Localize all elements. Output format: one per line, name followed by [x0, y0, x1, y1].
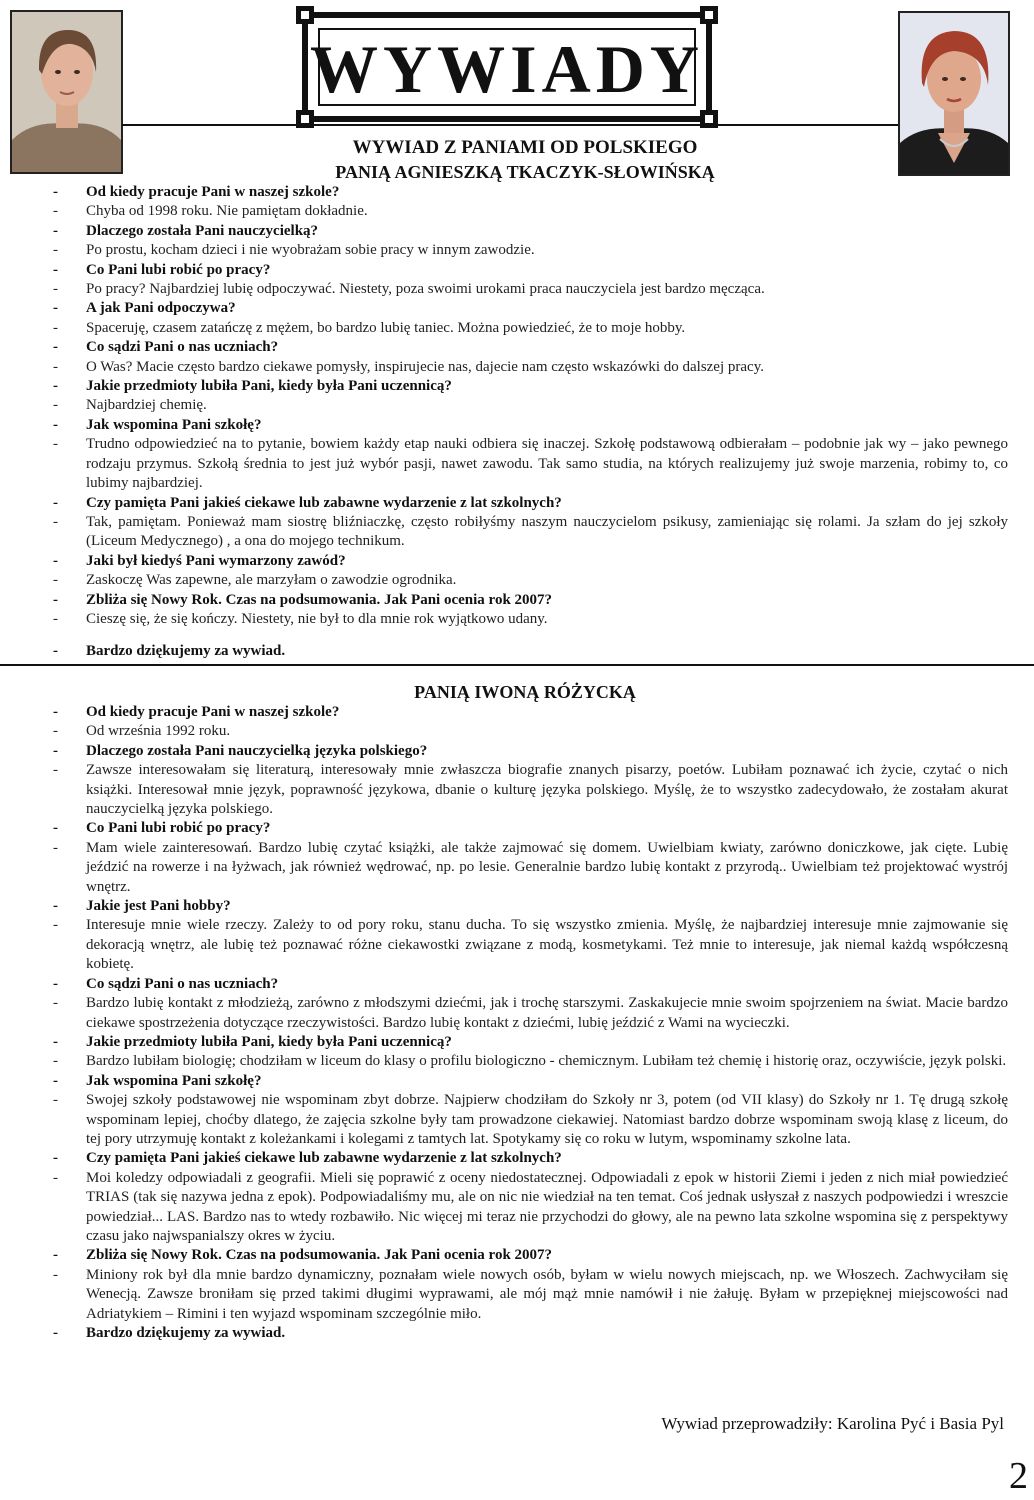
section-divider	[0, 664, 1034, 666]
answer-text: Trudno odpowiedzieć na to pytanie, bowiem każdy etap nauki odbiera się inaczej. Szkołę podstawową odbierałam – podobnie jak wy – jako pewnego rodzaju przymus. Szkołą średnia to jest już wybór pasji, nawet zawodu. Tak samo studia, na których realizujemy już swoje marzenia, robimy to, co lubimy najbardziej.	[86, 436, 1008, 492]
section1-interview-list	[48, 183, 1008, 629]
interview-answer	[48, 610, 1008, 629]
interview-answer	[48, 280, 1008, 299]
interview-question	[48, 338, 1008, 357]
interview-question	[48, 1149, 1008, 1168]
title-banner	[302, 12, 712, 122]
section1-heading-sub: PANIĄ AGNIESZKĄ TKACZYK-SŁOWIŃSKĄ	[335, 162, 715, 182]
answer-text: Po prostu, kocham dzieci i nie wyobrażam sobie pracy w innym zawodzie.	[86, 242, 535, 259]
question-text: Jakie jest Pani hobby?	[86, 898, 231, 915]
answer-text: Mam wiele zainteresowań. Bardzo lubię czytać książki, ale także zajmować się domem. Uwielbiam kwiaty, zarówno doniczkowe, jak cięte. Lubię jeździć na rowerze i na łyżwach, jak również wędrować, np. po lesie. Generalnie bardzo lubię kontakt z przyrodą.. Uwielbiam też projektować wystrój wnętrz.	[86, 839, 1008, 895]
interview-answer	[48, 202, 1008, 221]
answer-text: Bardzo lubiłam biologię; chodziłam w liceum do klasy o profilu biologiczno - chemicznym. Lubiłam też chemię i historię oraz, oczywiście, język polski.	[86, 1053, 1007, 1070]
interview-question	[48, 183, 1008, 202]
question-text: Co sądzi Pani o nas uczniach?	[86, 339, 279, 356]
page-number: 2	[1009, 1455, 1028, 1497]
answer-text: Bardzo lubię kontakt z młodzieżą, zarówno z młodszymi dziećmi, jak i trochę starszymi. Zaskakujecie mnie swoim spojrzeniem na świat. Macie bardzo ciekawe spostrzeżenia dotyczące rzeczywistości. Bardzo lubię kontakt z dziećmi, lubię jeździć z Wami na wycieczki.	[86, 995, 1008, 1031]
banner-title: WYWIADY	[310, 31, 704, 107]
interview-answer	[48, 241, 1008, 260]
interview-answer	[48, 994, 1008, 1033]
interview-answer	[48, 1169, 1008, 1247]
question-text: Co sądzi Pani o nas uczniach?	[86, 975, 279, 992]
interview-question	[48, 552, 1008, 571]
interview-answer	[48, 435, 1008, 493]
interview-answer	[48, 1091, 1008, 1149]
list-dash: -	[53, 203, 58, 220]
answer-text: Najbardziej chemię.	[86, 397, 207, 414]
answer-text: Spaceruję, czasem zatańczę z mężem, bo bardzo lubię taniec. Można powiedzieć, że to moje hobby.	[86, 319, 686, 336]
question-text: Jaki był kiedyś Pani wymarzony zawód?	[86, 552, 346, 569]
question-text: A jak Pani odpoczywa?	[86, 300, 236, 317]
list-dash: -	[53, 1169, 58, 1186]
interview-answer	[48, 1266, 1008, 1324]
interview-answer	[48, 761, 1008, 819]
banner-corner-ornament	[296, 6, 314, 24]
portrait-left-image	[12, 12, 121, 172]
interview-question	[48, 494, 1008, 513]
interview-question	[48, 222, 1008, 241]
interview-question	[48, 1324, 1008, 1343]
header-rule	[122, 124, 898, 126]
answer-text: Swojej szkoły podstawowej nie wspominam zbyt dobrze. Najpierw chodziłam do Szkoły nr 3, potem (od VII klasy) do Szkoły nr 1. Tę drugą szkołę wspominam lepiej, choćby dlatego, że zajęcia szkolne były tam prowadzone ciekawiej. Natomiast bardzo dobrze wspominam swoją klasę z liceum, do tej pory utrzymuję kontakt z koleżankami i kolegami z tamtych lat. Spotykamy się co roku w lutym, wspominamy szkolne lata.	[86, 1092, 1008, 1147]
list-dash: -	[53, 820, 58, 837]
list-dash: -	[53, 975, 58, 992]
question-text: Jak wspomina Pani szkołę?	[86, 1072, 262, 1089]
list-dash: -	[53, 339, 58, 356]
list-dash: -	[53, 591, 58, 608]
list-dash: -	[53, 222, 58, 239]
list-dash: -	[53, 742, 58, 759]
list-dash: -	[53, 300, 58, 317]
question-text: Od kiedy pracuje Pani w naszej szkole?	[86, 184, 340, 200]
interview-question	[48, 1072, 1008, 1091]
answer-text: Moi koledzy odpowiadali z geografii. Mieli się poprawić z oceny niedostatecznej. Odpowiadali z epok w historii Ziemi i jeden z nich miał powiedzieć TRIAS (tak się nazywa jedna z epok). Podpowiadaliśmy mu, ale on nic nie wiedział na ten temat. Coś jednak usłyszał z naszych podpowiedzi i wreszcie powiedział... LAS. Bardzo nas to wtedy rozbawiło. Nic więcej mi teraz nie przychodzi do głowy, ale na pewno lata szkolne wspomina się z perspektywy czasu jako najwspanialszy okres w życiu.	[86, 1169, 1008, 1244]
list-dash: -	[53, 917, 58, 934]
list-dash: -	[53, 281, 58, 298]
list-dash: -	[53, 242, 58, 259]
interview-answer	[48, 571, 1008, 590]
portrait-photo-left	[10, 10, 123, 174]
question-text: Co Pani lubi robić po pracy?	[86, 820, 271, 837]
interview-question	[48, 1246, 1008, 1265]
interview-question	[48, 261, 1008, 280]
interview-question	[48, 975, 1008, 994]
question-text: Czy pamięta Pani jakieś ciekawe lub zabawne wydarzenie z lat szkolnych?	[86, 494, 562, 511]
answer-text: Miniony rok był dla mnie bardzo dynamiczny, poznałam wiele nowych osób, byłam w wielu nowych miejscach, np. we Włoszech. Zachwyciłam się Wenecją. Zawsze broniłam się przed takimi długimi wyprawami, ale mój mąż mnie namówił i nie żałuję. Byłam w przepięknej miejscowości nad Adriatykiem – Rimini i ten wyjazd wspominam szczególnie miło.	[86, 1266, 1008, 1322]
answer-text: Interesuje mnie wiele rzeczy. Zależy to od pory roku, stanu ducha. To się wszystko zmienia. Myślę, że najbardziej interesuje mnie zajmowanie się dekoracją wnętrz, ale lubię też poznawać różne ciekawostki związane z modą, kosmetykami. Też mnie to interesuje, jak niemal każdą współczesną kobietę.	[86, 917, 1008, 973]
question-text: Jakie przedmioty lubiła Pani, kiedy była Pani uczennicą?	[86, 1033, 452, 1050]
list-dash: -	[53, 762, 58, 779]
answer-text: Po pracy? Najbardziej lubię odpoczywać. Niestety, poza swoimi urokami praca nauczyciela jest bardzo męcząca.	[86, 281, 765, 298]
interview-credit: Wywiad przeprowadziły: Karolina Pyć i Basia Pyl	[661, 1414, 1004, 1433]
interview-answer	[48, 916, 1008, 974]
section1-thanks-row	[48, 642, 1008, 661]
section2-heading: PANIĄ IWONĄ RÓŻYCKĄ	[414, 682, 636, 702]
section2-interview-list	[48, 703, 1008, 1343]
list-dash: -	[53, 397, 58, 414]
list-dash: -	[53, 358, 58, 375]
interview-question	[48, 819, 1008, 838]
list-dash: -	[53, 1325, 58, 1341]
question-text: Czy pamięta Pani jakieś ciekawe lub zabawne wydarzenie z lat szkolnych?	[86, 1150, 562, 1167]
interview-question	[48, 377, 1008, 396]
interview-question	[48, 1033, 1008, 1052]
list-dash: -	[53, 1072, 58, 1089]
list-dash: -	[53, 416, 58, 433]
list-dash: -	[53, 1053, 58, 1070]
question-text: Dlaczego została Pani nauczycielką języka polskiego?	[86, 742, 428, 759]
list-dash: -	[53, 261, 58, 278]
answer-text: Tak, pamiętam. Ponieważ mam siostrę bliźniaczkę, często robiłyśmy naszym nauczycielom psikusy, zamieniając się rolami. Ja szłam do jej szkoły (Liceum Medycznego) , a ona do mojego technikum.	[86, 513, 1008, 550]
interview-question	[48, 897, 1008, 916]
list-dash: -	[53, 610, 58, 627]
list-dash: -	[53, 436, 58, 453]
interview-answer	[48, 358, 1008, 377]
question-text: Jakie przedmioty lubiła Pani, kiedy była Pani uczennicą?	[86, 378, 452, 395]
answer-text: Cieszę się, że się kończy. Niestety, nie był to dla mnie rok wyjątkowo udany.	[86, 610, 548, 627]
question-text: Zbliża się Nowy Rok. Czas na podsumowania. Jak Pani ocenia rok 2007?	[86, 591, 553, 608]
list-dash: -	[53, 1033, 58, 1050]
list-dash: -	[53, 704, 58, 720]
list-dash: -	[53, 572, 58, 589]
interview-answer	[48, 1052, 1008, 1071]
answer-text: O Was? Macie często bardzo ciekawe pomysły, inspirujecie nas, dajecie nam często wskazówki do dalszej pracy.	[86, 358, 764, 375]
list-dash: -	[53, 723, 58, 740]
list-dash: -	[53, 995, 58, 1012]
list-dash: -	[53, 494, 58, 511]
answer-text: Od września 1992 roku.	[86, 723, 231, 740]
section1-thanks-text: Bardzo dziękujemy za wywiad.	[86, 643, 286, 659]
interview-answer	[48, 319, 1008, 338]
question-text: Od kiedy pracuje Pani w naszej szkole?	[86, 704, 340, 720]
answer-text: Chyba od 1998 roku. Nie pamiętam dokładnie.	[86, 203, 368, 220]
banner-corner-ornament	[700, 6, 718, 24]
list-dash: -	[53, 1266, 58, 1283]
list-dash: -	[53, 378, 58, 395]
question-text: Jak wspomina Pani szkołę?	[86, 416, 262, 433]
question-text: Bardzo dziękujemy za wywiad.	[86, 1325, 286, 1341]
question-text: Co Pani lubi robić po pracy?	[86, 261, 271, 278]
list-dash: -	[53, 1150, 58, 1167]
list-dash: -	[53, 513, 58, 530]
list-dash: -	[53, 839, 58, 856]
list-dash: -	[53, 1247, 58, 1264]
interview-question	[48, 299, 1008, 318]
list-dash: -	[53, 1092, 58, 1109]
list-dash: -	[53, 552, 58, 569]
section1-thanks	[48, 642, 1008, 661]
interview-answer	[48, 722, 1008, 741]
answer-text: Zawsze interesowałam się literaturą, interesowały mnie zwłaszcza biografie znanych pisarzy, poetów. Lubiłam poznawać ich życie, czytać o nich książki. Interesował mnie język, poprawność językowa, dbanie o kulturę języka polskiego. Myślę, że to wszystko zadecydowało, że zostałam akurat nauczycielką języka polskiego.	[86, 762, 1008, 818]
interview-answer	[48, 839, 1008, 897]
list-dash: -	[53, 643, 58, 659]
question-text: Zbliża się Nowy Rok. Czas na podsumowania. Jak Pani ocenia rok 2007?	[86, 1247, 553, 1264]
section1-heading-main: WYWIAD Z PANIAMI OD POLSKIEGO	[352, 137, 698, 158]
list-dash: -	[53, 898, 58, 915]
interview-question	[48, 742, 1008, 761]
interview-answer	[48, 513, 1008, 552]
question-text: Dlaczego została Pani nauczycielką?	[86, 222, 319, 239]
answer-text: Zaskoczę Was zapewne, ale marzyłam o zawodzie ogrodnika.	[86, 572, 457, 589]
list-dash: -	[53, 319, 58, 336]
interview-question	[48, 416, 1008, 435]
interview-answer	[48, 396, 1008, 415]
list-dash: -	[53, 184, 58, 200]
interview-question	[48, 703, 1008, 722]
interview-question	[48, 591, 1008, 610]
